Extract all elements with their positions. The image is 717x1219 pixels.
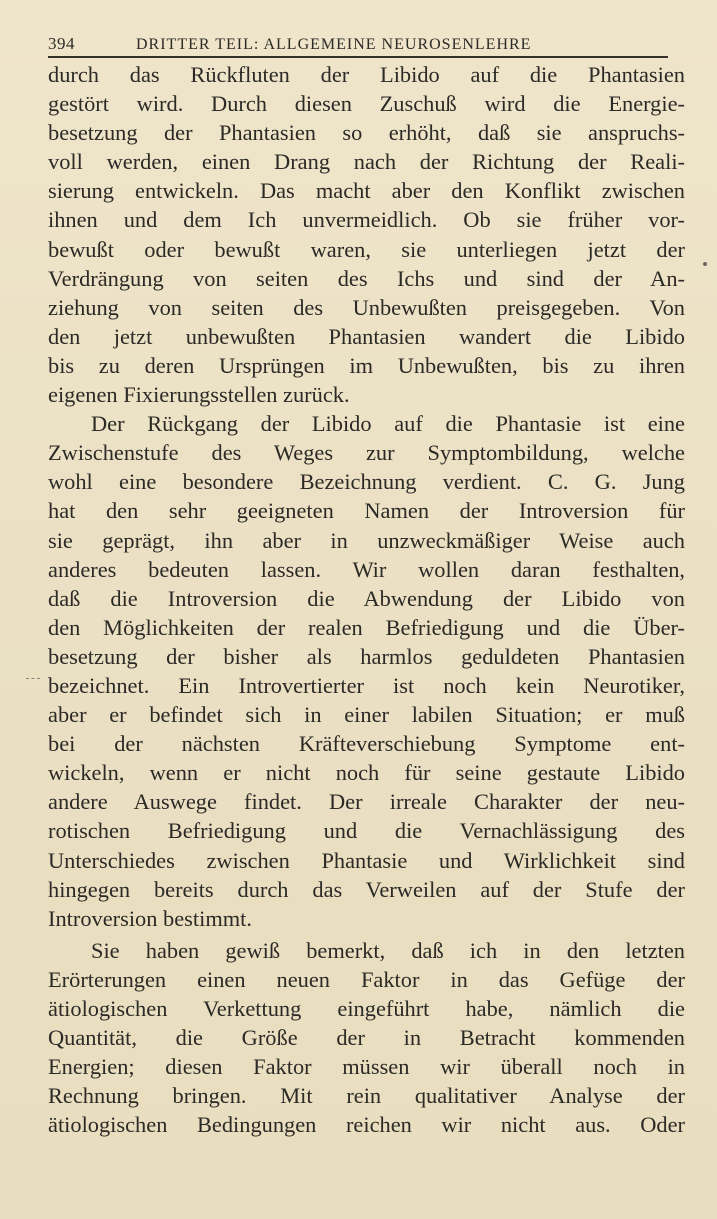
text-line: andere Auswege findet. Der irreale Charakter der neu-: [48, 789, 685, 815]
text-line: hingegen bereits durch das Verweilen auf der Stufe der: [48, 876, 685, 902]
paragraph-2: [48, 409, 685, 933]
text-line: voll werden, einen Drang nach der Richtung der Reali-: [48, 149, 685, 175]
text-line: Unterschiedes zwischen Phantasie und Wirklichkeit sind: [48, 847, 685, 873]
paragraph-3: [48, 936, 685, 1140]
text-line: wohl eine besondere Bezeichnung verdient. C. G. Jung: [48, 469, 685, 495]
text-line: hat den sehr geeigneten Namen der Introversion für: [48, 498, 685, 524]
text-line: ätiologischen Bedingungen reichen wir nicht aus. Oder: [48, 1112, 685, 1138]
text-line: Zwischenstufe des Weges zur Symptombildung, welche: [48, 440, 685, 466]
page-number: 394: [48, 34, 75, 53]
text-line: Erörterungen einen neuen Faktor in das Gefüge der: [48, 966, 685, 992]
paragraph-1: [48, 60, 685, 409]
edge-speck: [703, 262, 707, 266]
text-line: bezeichnet. Ein Introvertierter ist noch kein Neurotiker,: [48, 672, 685, 698]
text-line: bis zu deren Ursprüngen im Unbewußten, bis zu ihren: [48, 352, 685, 378]
text-line: gestört wird. Durch diesen Zuschuß wird die Energie-: [48, 91, 685, 117]
margin-mark: [26, 678, 40, 680]
text-line: Rechnung bringen. Mit rein qualitativer Analyse der: [48, 1083, 685, 1109]
text-line: bei der nächsten Kräfteverschiebung Symptome ent-: [48, 731, 685, 757]
text-line: Energien; diesen Faktor müssen wir überall noch in: [48, 1054, 685, 1080]
text-line: bewußt oder bewußt waren, sie unterliegen jetzt der: [48, 236, 685, 262]
text-line: den jetzt unbewußten Phantasien wandert die Libido: [48, 323, 685, 349]
text-line: ihnen und dem Ich unvermeidlich. Ob sie früher vor-: [48, 207, 685, 233]
text-line: ätiologischen Verkettung eingeführt habe, nämlich die: [48, 996, 685, 1021]
text-line: Quantität, die Größe der in Betracht kommenden: [48, 1025, 685, 1051]
text-line: Introversion bestimmt.: [48, 905, 252, 931]
text-line: rotischen Befriedigung und die Vernachlässigung des: [48, 818, 685, 844]
body-text: [48, 60, 685, 1139]
text-line: ziehung von seiten des Unbewußten preisgegeben. Von: [48, 294, 685, 320]
text-line: Verdrängung von seiten des Ichs und sind der An-: [48, 265, 685, 291]
text-line: sierung entwickeln. Das macht aber den Konflikt zwischen: [48, 178, 685, 204]
text-line: Der Rückgang der Libido auf die Phantasie ist eine: [91, 411, 685, 437]
text-line: eigenen Fixierungsstellen zurück.: [48, 382, 350, 408]
text-line: besetzung der Phantasien so erhöht, daß sie anspruchs-: [48, 120, 685, 146]
text-line: wickeln, wenn er nicht noch für seine gestaute Libido: [48, 760, 685, 786]
text-line: den Möglichkeiten der realen Befriedigung und die Über-: [48, 614, 685, 640]
text-line: besetzung der bisher als harmlos geduldeten Phantasien: [48, 643, 685, 669]
text-line: anderes bedeuten lassen. Wir wollen daran festhalten,: [48, 556, 685, 582]
text-line: daß die Introversion die Abwendung der Libido von: [48, 585, 685, 611]
text-line: aber er befindet sich in einer labilen Situation; er muß: [48, 702, 685, 728]
text-line: sie geprägt, ihn aber in unzweckmäßiger Weise auch: [48, 527, 685, 553]
header-rule: [48, 56, 668, 58]
running-title: DRITTER TEIL: ALLGEMEINE NEUROSENLEHRE: [136, 36, 532, 53]
text-line: durch das Rückfluten der Libido auf die Phantasien: [48, 62, 685, 87]
running-head: [48, 28, 668, 54]
text-line: Sie haben gewiß bemerkt, daß ich in den letzten: [91, 937, 685, 963]
